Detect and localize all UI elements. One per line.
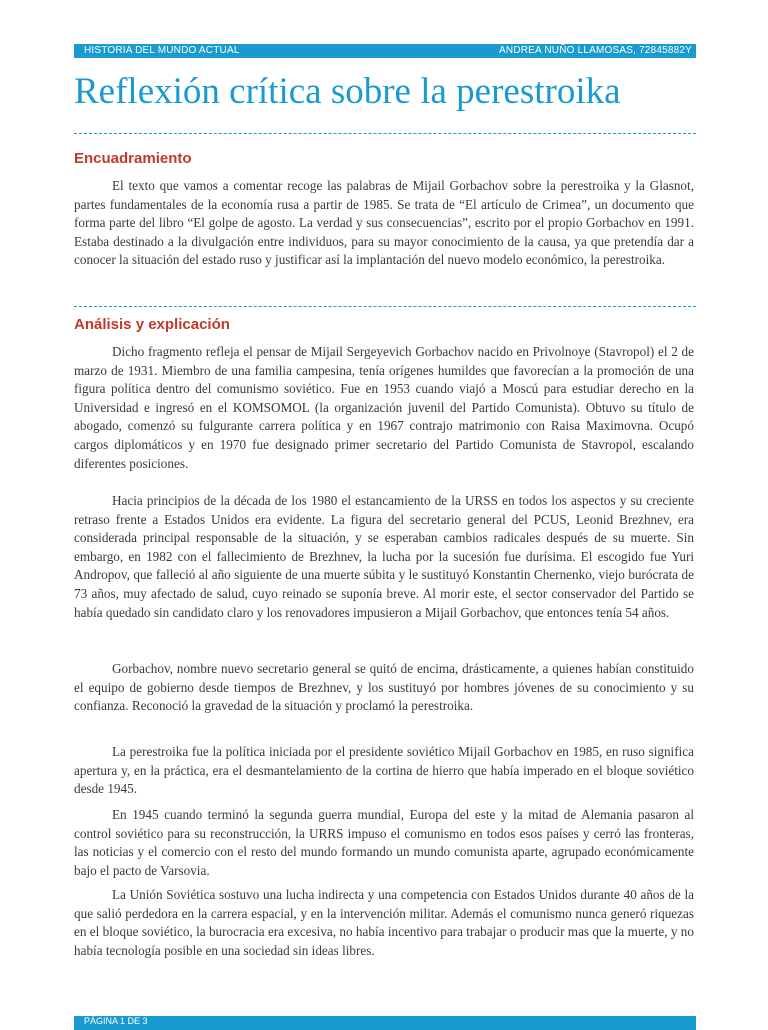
- section-heading-analisis: Análisis y explicación: [74, 316, 230, 333]
- paragraph: La perestroika fue la política iniciada por el presidente soviético Mijail Gorbachov en 1985, en ruso significa apertura y, en la práctica, era el desmantelamiento de la cortina de hierro que había imperado en el bloque soviético desde 1945.: [74, 744, 694, 797]
- course-name: HISTORIA DEL MUNDO ACTUAL: [84, 45, 240, 56]
- page-title: Reflexión crítica sobre la perestroika: [74, 71, 621, 112]
- paragraph: Hacia principios de la década de los 1980 el estancamiento de la URSS en todos los aspectos y su creciente retraso frente a Estados Unidos era evidente. La figura del secretario general del PCUS, Leonid Brezhnev, era considerada principal responsable de la situación, y se esperaban cambios radicales después de su muerte. Sin embargo, en 1982 con el fallecimiento de Brezhnev, la lucha por la sucesión fue durísima. El escogido fue Yuri Andropov, que falleció al año siguiente de una muerte súbita y le sustituyó Konstantin Chernenko, viejo burócrata de 73 años, muy afectado de salud, cuyo reinado se suponía breve. Al morir este, el sector conservador del Partido se había quedado sin candidato claro y los renovadores impusieron a Mijail Gorbachov, que entonces tenía 54 años.: [74, 493, 694, 620]
- page-number: PÁGINA 1 DE 3: [84, 1016, 148, 1026]
- header-bar: [74, 44, 696, 58]
- paragraph: El texto que vamos a comentar recoge las palabras de Mijail Gorbachov sobre la perestroika y la Glasnot, partes fundamentales de la economía rusa a partir de 1985. Se trata de “El artículo de Crimea”, un documento que forma parte del libro “El golpe de agosto. La verdad y sus consecuencias”, escrito por el propio Gorbachov en 1991. Estaba destinado a la divulgación entre individuos, para su mayor conocimiento de la causa, ya que pretendía dar a conocer la situación del estado ruso y justificar así la implantación del nuevo modelo económico, la perestroika.: [74, 178, 694, 268]
- section-divider: [74, 133, 696, 134]
- section-divider: [74, 306, 696, 307]
- paragraph: La Unión Soviética sostuvo una lucha indirecta y una competencia con Estados Unidos durante 40 años de la que salió perdedora en la carrera espacial, y en la intervención militar. Además el comunismo nunca generó riquezas en el bloque soviético, la burocracia era excesiva, no había incentivo para trabajar o producir mas que la muerte, y no había tecnología posible en una sociedad sin ideas libres.: [74, 887, 694, 958]
- footer-bar: [74, 1016, 696, 1030]
- author-name: ANDREA NUÑO LLAMOSAS, 72845882Y: [499, 45, 692, 56]
- section-heading-encuadramiento: Encuadramiento: [74, 150, 192, 167]
- paragraph: Gorbachov, nombre nuevo secretario general se quitó de encima, drásticamente, a quienes habían constituido el equipo de gobierno desde tiempos de Brezhnev, y los sustituyó por hombres jóvenes de su conocimiento y su confianza. Reconoció la gravedad de la situación y proclamó la perestroika.: [74, 661, 694, 714]
- paragraph: Dicho fragmento refleja el pensar de Mijail Sergeyevich Gorbachov nacido en Privolnoye (Stavropol) el 2 de marzo de 1931. Miembro de una familia campesina, tenía orígenes humildes que favorecían a la promoción de una figura política dentro del comunismo soviético. Fue en 1953 cuando viajó a Moscú para estudiar derecho en la Universidad e ingresó en el KOMSOMOL (la organización juvenil del Partido Comunista). Obtuvo su título de abogado, comenzó su fulgurante carrera política y en 1967 contrajo matrimonio con Raisa Maximovna. Ocupó cargos diplomáticos y en 1970 fue designado primer secretario del Partido Comunista de Stavropol, escalando diferentes posiciones.: [74, 344, 694, 471]
- paragraph: En 1945 cuando terminó la segunda guerra mundial, Europa del este y la mitad de Alemania pasaron al control soviético para su reconstrucción, la URRS impuso el comunismo en todos esos países y cerró las fronteras, las noticias y el comercio con el resto del mundo formando un mundo comunista aparte, agrupado económicamente bajo el pacto de Varsovia.: [74, 807, 694, 878]
